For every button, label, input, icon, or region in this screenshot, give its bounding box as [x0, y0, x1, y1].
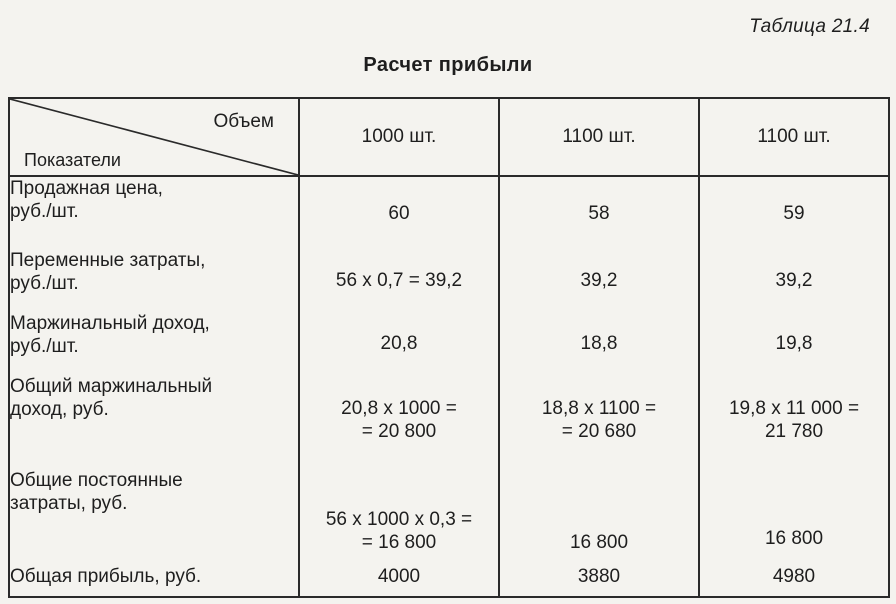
- row-label-line: Переменные затраты,: [10, 250, 206, 271]
- table-number: Таблица 21.4: [749, 16, 870, 37]
- table-cell: [299, 465, 499, 556]
- profit-table: [8, 97, 890, 598]
- cell-line: 18,8 x 1100 =: [541, 398, 657, 419]
- row-label-line: руб./шт.: [10, 273, 79, 294]
- cell-line: = 20 800: [361, 421, 437, 442]
- cell-line: 4980: [772, 565, 816, 587]
- cell-line: = 16 800: [361, 532, 437, 553]
- cell-line: 3880: [577, 565, 621, 587]
- table-row-marginal-income: [9, 312, 889, 375]
- cell-line: 59: [783, 202, 805, 224]
- corner-label-volume: Объем: [213, 111, 274, 132]
- row-label-line: руб./шт.: [10, 201, 79, 222]
- table-row-total-marginal-income: [9, 375, 889, 465]
- cell-line: 20,8 x 1000 =: [341, 398, 457, 419]
- cell-line: 39,2: [775, 270, 813, 291]
- row-label-line: руб./шт.: [10, 336, 79, 357]
- table-cell: [499, 176, 699, 249]
- cell-line: 21 780: [764, 421, 824, 442]
- column-header: 1000 шт.: [299, 98, 499, 176]
- row-label: [9, 249, 299, 312]
- row-label: [9, 556, 299, 597]
- cell-line: 16 800: [764, 528, 824, 549]
- table-cell: [699, 556, 889, 597]
- row-label-line: Продажная цена,: [10, 178, 163, 199]
- row-label: [9, 465, 299, 556]
- row-label-line: доход, руб.: [10, 399, 109, 420]
- column-header: 1100 шт.: [499, 98, 699, 176]
- row-label: [9, 375, 299, 465]
- table-cell: [299, 249, 499, 312]
- cell-line: 4000: [377, 565, 421, 587]
- row-label-line: Общий маржинальный: [10, 376, 213, 397]
- row-label: [9, 312, 299, 375]
- table-cell: [499, 312, 699, 375]
- table-row-fixed-costs: [9, 465, 889, 556]
- table-cell: [499, 556, 699, 597]
- cell-line: 60: [388, 202, 410, 224]
- cell-line: 56 x 1000 x 0,3 =: [325, 509, 473, 530]
- profit-table-frame: [8, 97, 888, 587]
- table-cell: [699, 249, 889, 312]
- table-cell: [699, 176, 889, 249]
- cell-line: 19,8 x 11 000 =: [728, 398, 860, 419]
- table-cell: [499, 249, 699, 312]
- table-cell: [499, 375, 699, 465]
- table-row-selling-price: [9, 176, 889, 249]
- table-cell: [299, 375, 499, 465]
- cell-line: 58: [588, 202, 610, 224]
- cell-line: = 20 680: [561, 421, 637, 442]
- row-label-line: Маржинальный доход,: [10, 313, 210, 334]
- corner-cell: [9, 98, 299, 176]
- row-label-line: Общие постоянные: [10, 470, 183, 491]
- table-cell: [299, 312, 499, 375]
- corner-label-indicators: Показатели: [24, 150, 121, 170]
- table-cell: [699, 375, 889, 465]
- cell-line: 56 x 0,7 = 39,2: [335, 270, 463, 291]
- table-cell: [299, 176, 499, 249]
- row-label-line: затраты, руб.: [10, 493, 128, 514]
- row-label-line: Общая прибыль, руб.: [10, 565, 202, 587]
- row-label: [9, 176, 299, 249]
- table-row-variable-costs: [9, 249, 889, 312]
- table-cell: [299, 556, 499, 597]
- cell-line: 39,2: [580, 270, 618, 291]
- column-header: 1100 шт.: [699, 98, 889, 176]
- cell-line: 16 800: [569, 532, 629, 553]
- cell-line: 20,8: [380, 333, 418, 354]
- table-cell: [699, 312, 889, 375]
- table-title: Расчет прибыли: [363, 54, 533, 76]
- table-cell: [499, 465, 699, 556]
- header-row: [9, 98, 889, 176]
- table-cell: [699, 465, 889, 556]
- cell-line: 19,8: [775, 333, 813, 354]
- table-row-total-profit: [9, 556, 889, 597]
- cell-line: 18,8: [580, 333, 618, 354]
